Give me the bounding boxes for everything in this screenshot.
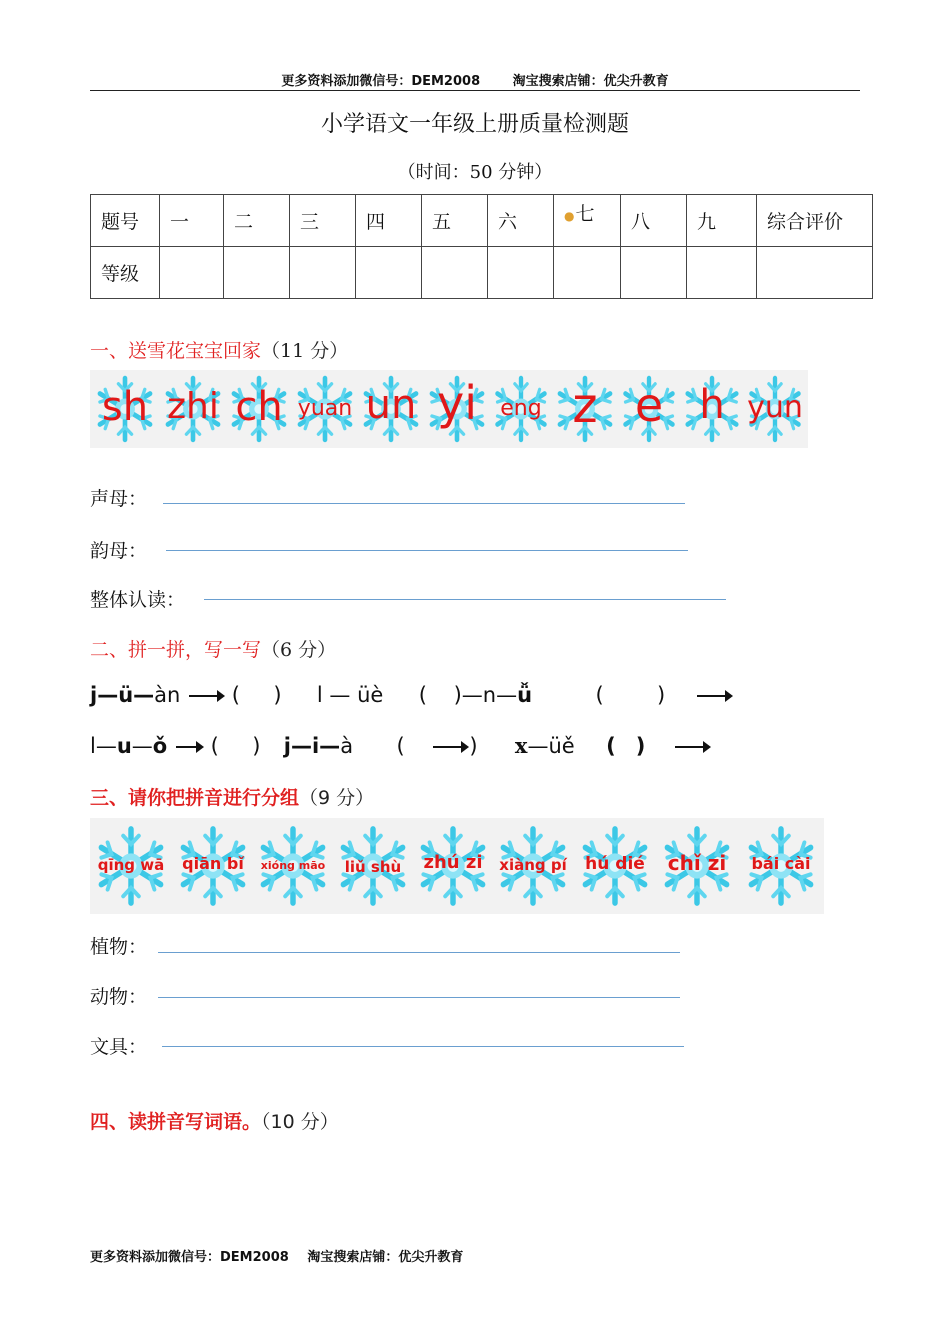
footer-wechat: 更多资料添加微信号：DEM2008 bbox=[90, 1250, 289, 1265]
footer-shop: 淘宝搜索店铺：优尖升教育 bbox=[307, 1250, 464, 1265]
spell-part: j—i— bbox=[283, 734, 341, 758]
grade-cell[interactable] bbox=[356, 247, 422, 299]
plants-label: 植物： bbox=[90, 936, 148, 958]
snowflake-label: yi bbox=[436, 376, 477, 430]
grade-cell[interactable] bbox=[290, 247, 356, 299]
snowflake-item[interactable] bbox=[254, 824, 332, 908]
snowflake-item[interactable] bbox=[334, 824, 412, 908]
spell-row-1 bbox=[90, 683, 733, 707]
answer-paren: ( bbox=[396, 734, 405, 758]
grade-cell[interactable] bbox=[160, 247, 224, 299]
spell-part: àn bbox=[154, 683, 181, 707]
snowflake-item[interactable] bbox=[490, 374, 552, 444]
finals-answer-line[interactable] bbox=[166, 550, 688, 551]
grade-cell[interactable] bbox=[422, 247, 488, 299]
plants-answer-line[interactable] bbox=[158, 952, 680, 953]
spell-part: )—n— bbox=[453, 683, 518, 707]
page-title: 小学语文一年级上册质量检测题 bbox=[320, 112, 629, 137]
snowflake-label: bái cài bbox=[751, 854, 811, 873]
whole-syllable-answer-line[interactable] bbox=[204, 599, 726, 600]
whole-syllable-label: 整体认读： bbox=[90, 589, 186, 611]
table-cell: 七 bbox=[575, 203, 595, 225]
arrow-icon bbox=[189, 695, 223, 697]
header-shop: 淘宝搜索店铺：优尖升教育 bbox=[512, 74, 669, 89]
table-cell: 四 bbox=[356, 195, 422, 247]
snowflake-label: h bbox=[699, 382, 725, 428]
spell-part: —ü— bbox=[97, 683, 155, 707]
snowflake-item[interactable] bbox=[414, 824, 492, 908]
answer-paren: ) bbox=[657, 683, 666, 707]
snowflake-label: hú dié bbox=[585, 854, 645, 874]
snowflake-label: un bbox=[365, 382, 417, 428]
snowflake-item[interactable] bbox=[292, 374, 358, 444]
snowflake-label: chǐ zi bbox=[667, 851, 727, 875]
page-subtitle: （时间：50 分钟） bbox=[397, 162, 553, 183]
answer-paren: ( bbox=[231, 683, 240, 707]
table-cell: 五 bbox=[422, 195, 488, 247]
initials-label: 声母： bbox=[90, 488, 148, 510]
snowflake-item[interactable] bbox=[174, 824, 252, 908]
animals-answer-line[interactable] bbox=[158, 997, 680, 998]
snowflake-item[interactable] bbox=[358, 374, 424, 444]
section4-points: （10 分） bbox=[261, 1111, 339, 1133]
section1-points: （11 分） bbox=[261, 340, 349, 362]
section2-points: （6 分） bbox=[261, 639, 337, 661]
spell-part: à bbox=[340, 734, 354, 758]
grade-cell[interactable] bbox=[687, 247, 757, 299]
table-cell: 一 bbox=[160, 195, 224, 247]
snowflake-label: qiān bǐ bbox=[182, 854, 244, 873]
snowflake-item[interactable] bbox=[494, 824, 572, 908]
table-cell: 三 bbox=[290, 195, 356, 247]
dot-mark: ● bbox=[564, 209, 575, 223]
table-cell-grade-label: 等级 bbox=[91, 247, 160, 299]
section3-snowflake-strip bbox=[90, 818, 824, 914]
spell-part: ǒ bbox=[152, 734, 168, 758]
snowflake-label: ch bbox=[235, 384, 283, 430]
snowflake-item[interactable] bbox=[160, 374, 226, 444]
spell-part: l — üè bbox=[316, 683, 384, 707]
grade-cell[interactable] bbox=[621, 247, 687, 299]
header-wechat: 更多资料添加微信号：DEM2008 bbox=[281, 74, 481, 89]
section4-title bbox=[90, 1107, 339, 1134]
spell-part: —üě bbox=[527, 734, 575, 758]
section3-title bbox=[90, 783, 374, 810]
snowflake-label: zhi bbox=[167, 386, 219, 427]
grade-cell[interactable] bbox=[554, 247, 621, 299]
header-divider bbox=[90, 90, 860, 91]
answer-paren: ( bbox=[418, 683, 427, 707]
snowflake-item[interactable] bbox=[742, 824, 820, 908]
snowflake-item[interactable] bbox=[92, 824, 170, 908]
arrow-icon bbox=[176, 746, 202, 748]
answer-paren: ) bbox=[252, 734, 261, 758]
table-cell: 六 bbox=[488, 195, 554, 247]
section2-title bbox=[90, 635, 336, 662]
spell-part: u bbox=[116, 734, 132, 758]
spell-part: ǚ bbox=[517, 683, 533, 707]
section4-title-text: 四、读拼音写词语。 bbox=[90, 1111, 262, 1133]
stationery-label: 文具： bbox=[90, 1036, 148, 1058]
snowflake-label: eng bbox=[500, 396, 542, 421]
arrow-icon bbox=[697, 695, 731, 697]
section1-snowflake-strip bbox=[90, 370, 808, 448]
snowflake-item[interactable] bbox=[618, 374, 680, 444]
snowflake-label: qīng wā bbox=[97, 856, 165, 874]
table-cell: 综合评价 bbox=[757, 195, 873, 247]
table-cell: 题号 bbox=[91, 195, 160, 247]
table-cell: 八 bbox=[621, 195, 687, 247]
section1-title-text: 一、送雪花宝宝回家 bbox=[90, 340, 262, 362]
snowflake-item[interactable] bbox=[658, 824, 736, 908]
answer-paren: ( bbox=[606, 734, 616, 758]
snowflake-label: xióng māo bbox=[260, 859, 326, 872]
spell-part: — bbox=[131, 734, 153, 758]
snowflake-label: xiàng pí bbox=[499, 856, 567, 874]
answer-paren: ( bbox=[595, 683, 604, 707]
arrow-icon bbox=[433, 746, 467, 748]
section3-title-text: 三、请你把拼音进行分组 bbox=[90, 787, 300, 809]
footer-note bbox=[90, 1246, 463, 1265]
score-table-grade-row bbox=[91, 247, 873, 299]
snowflake-label: zhú zi bbox=[423, 852, 483, 873]
table-cell: 二 bbox=[224, 195, 290, 247]
answer-paren: ) bbox=[635, 734, 646, 758]
section3-points: （9 分） bbox=[299, 787, 375, 809]
table-cell: 九 bbox=[687, 195, 757, 247]
arrow-icon bbox=[675, 746, 709, 748]
spell-part: l— bbox=[90, 734, 117, 758]
spell-part: x bbox=[514, 733, 528, 758]
score-table-header-row bbox=[91, 195, 873, 247]
snowflake-label: sh bbox=[101, 384, 149, 430]
score-table bbox=[90, 194, 873, 299]
table-cell-seven bbox=[554, 195, 621, 247]
answer-paren: ( bbox=[210, 734, 219, 758]
grade-cell[interactable] bbox=[224, 247, 290, 299]
grade-cell[interactable] bbox=[488, 247, 554, 299]
snowflake-label: liǔ shù bbox=[344, 858, 402, 876]
snowflake-item[interactable] bbox=[424, 374, 490, 444]
snowflake-item[interactable] bbox=[576, 824, 654, 908]
snowflake-label: yuan bbox=[297, 396, 353, 421]
answer-paren: ) bbox=[273, 683, 282, 707]
grade-cell[interactable] bbox=[757, 247, 873, 299]
snowflake-label: yun bbox=[747, 390, 803, 425]
header-note bbox=[0, 70, 950, 89]
snowflake-item[interactable] bbox=[552, 374, 618, 444]
snowflake-label: z bbox=[572, 378, 598, 434]
section1-title bbox=[90, 336, 348, 363]
section2-title-text: 二、拼一拼，写一写 bbox=[90, 639, 262, 661]
animals-label: 动物： bbox=[90, 986, 148, 1008]
snowflake-item[interactable] bbox=[226, 374, 292, 444]
spell-part: j bbox=[90, 683, 98, 707]
snowflake-item[interactable] bbox=[92, 374, 158, 444]
snowflake-item[interactable] bbox=[680, 374, 744, 444]
stationery-answer-line[interactable] bbox=[162, 1046, 684, 1047]
initials-answer-line[interactable] bbox=[163, 503, 685, 504]
finals-label: 韵母： bbox=[90, 540, 148, 562]
spell-row-2 bbox=[90, 733, 711, 758]
snowflake-item[interactable] bbox=[744, 374, 806, 444]
snowflake-label: e bbox=[634, 378, 664, 432]
answer-paren: ) bbox=[469, 734, 478, 758]
